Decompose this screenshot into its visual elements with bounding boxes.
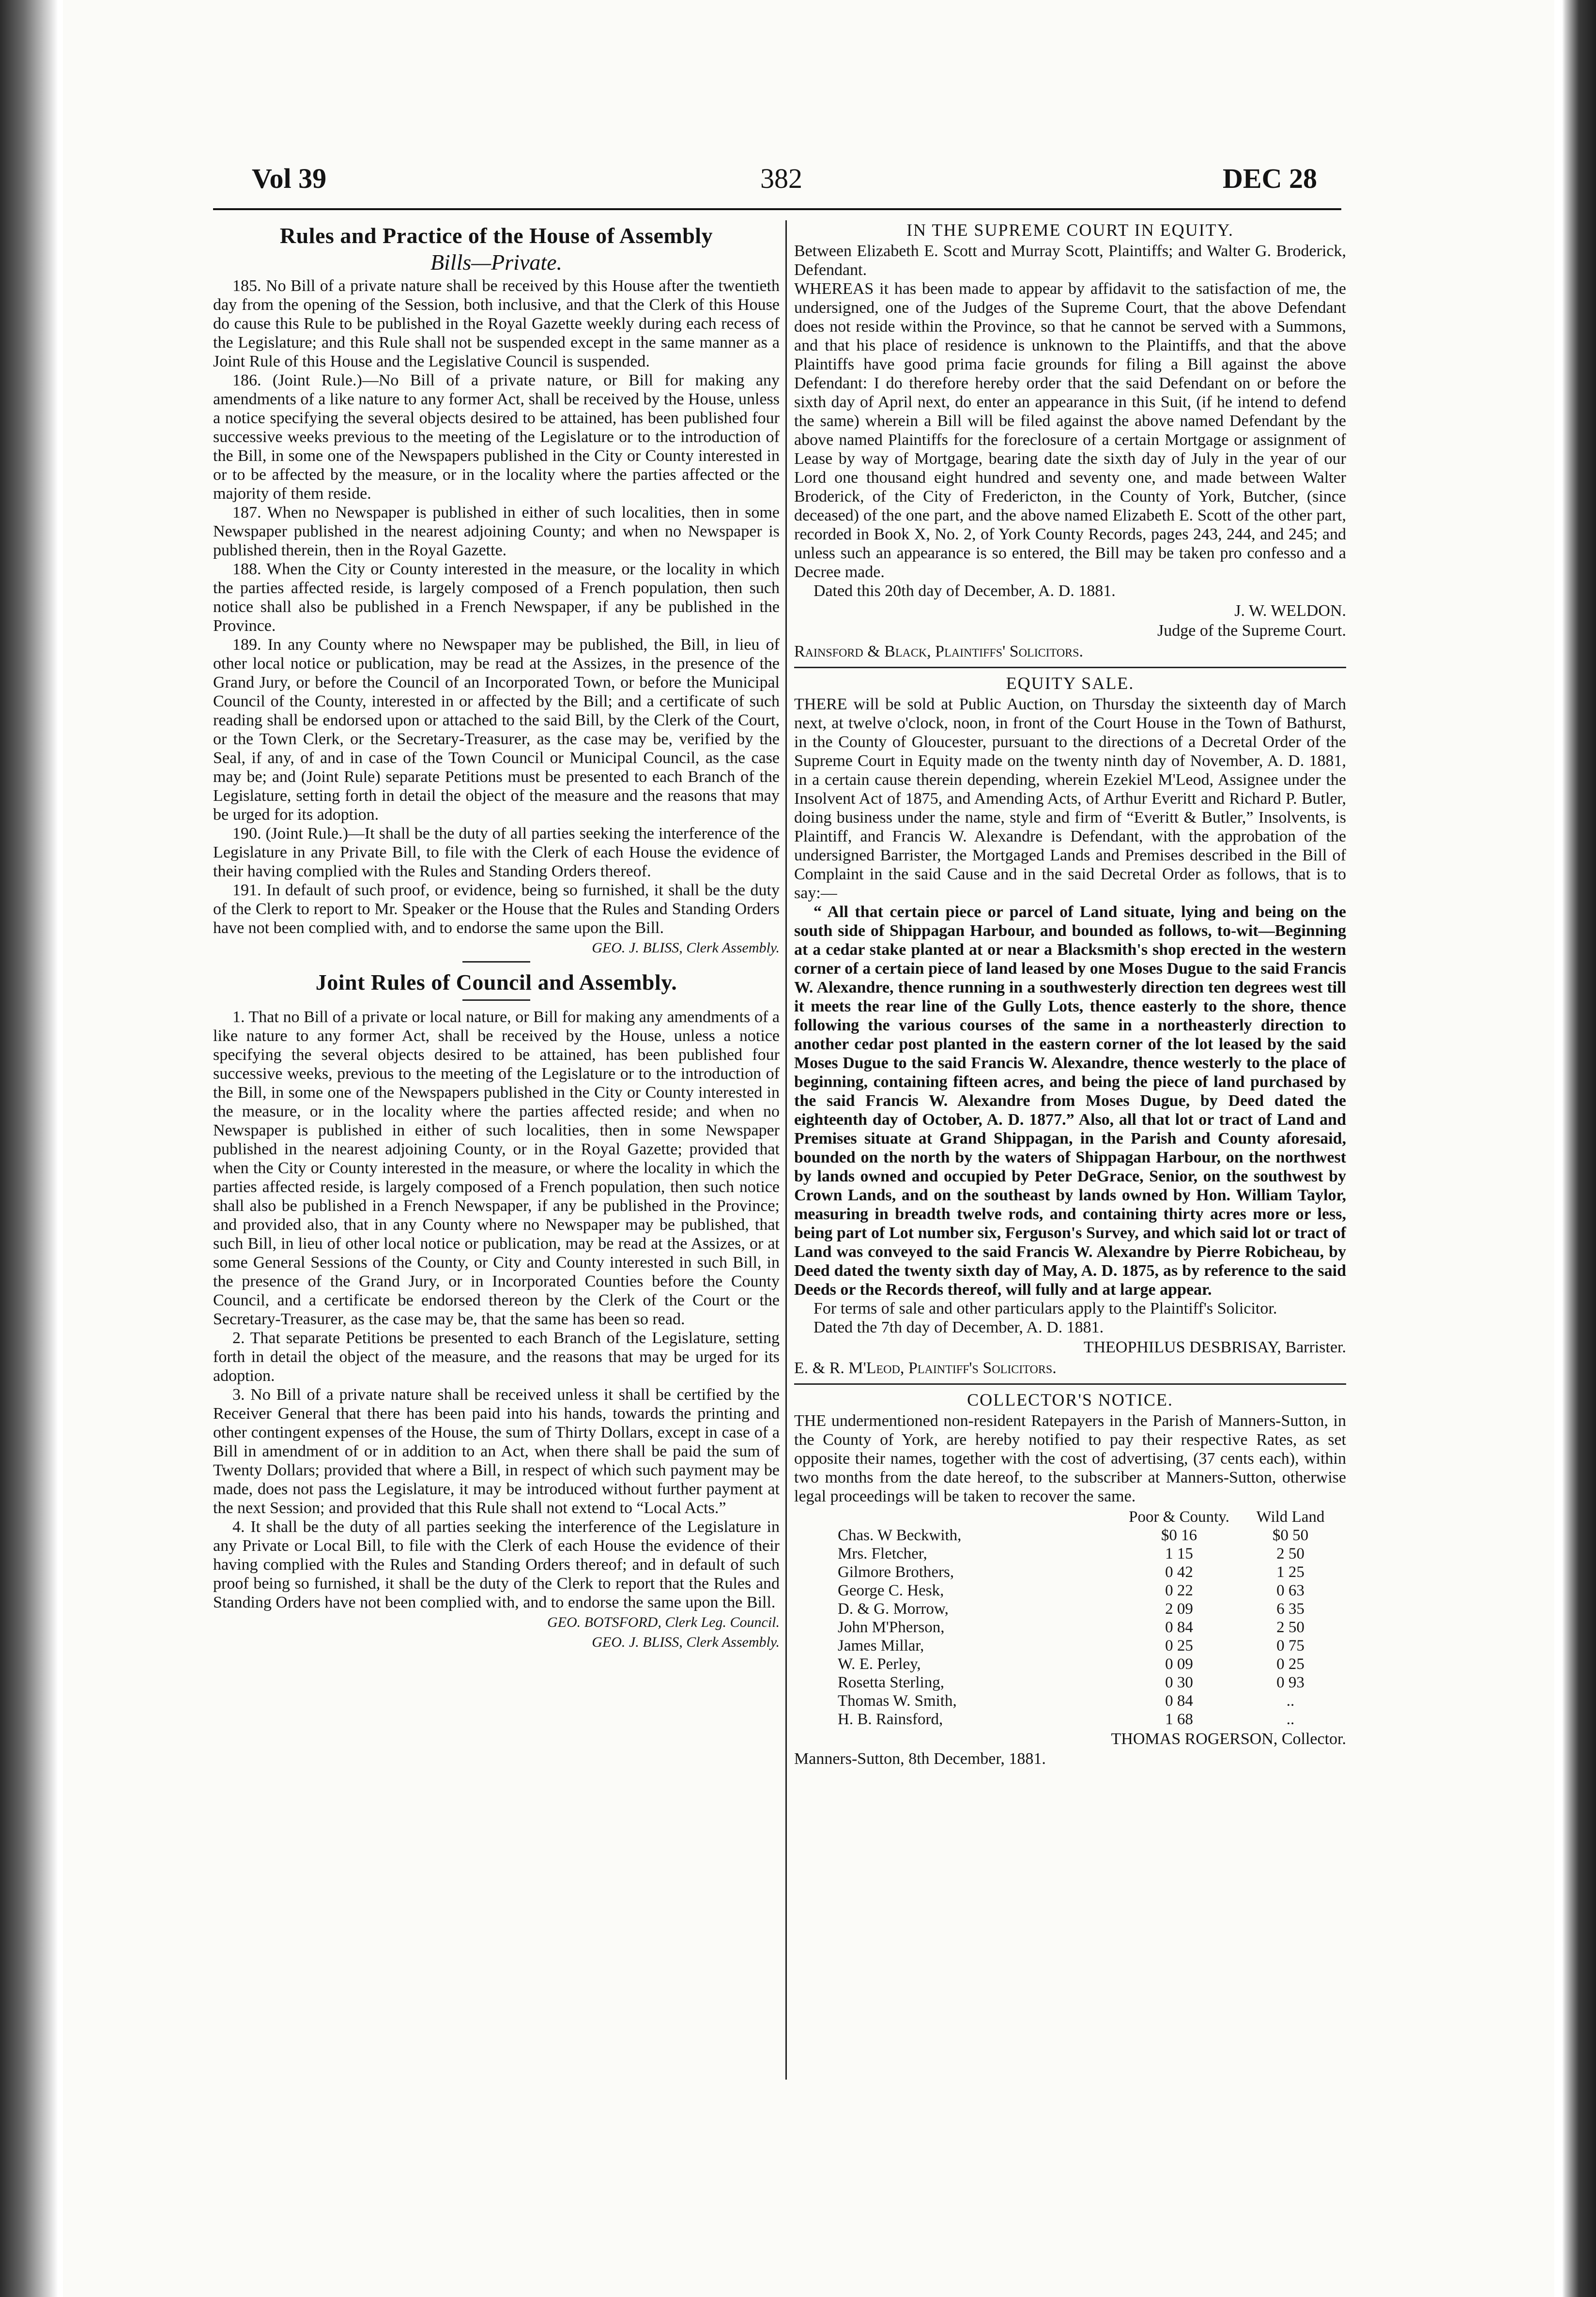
poor-county-rate: 0 09 bbox=[1165, 1655, 1193, 1673]
ratepayer-name: Rosetta Sterling, bbox=[838, 1674, 944, 1691]
table-row bbox=[794, 1692, 1346, 1710]
ratepayer-name: James Millar, bbox=[838, 1637, 924, 1654]
issue-date: DEC 28 bbox=[1223, 163, 1317, 194]
wild-land-rate: 0 25 bbox=[1276, 1655, 1304, 1673]
wild-land-rate: 6 35 bbox=[1276, 1600, 1304, 1618]
rule-191: 191. In default of such proof, or evidence, being so furnished, it shall be the duty of the Clerk to report to Mr. Speaker or the House that the Rules and Standing Orders have not been complied with, and to endorse the same upon the Bill. bbox=[213, 881, 780, 937]
ratepayer-name: John M'Pherson, bbox=[838, 1619, 945, 1636]
rule-189: 189. In any County where no Newspaper may be published, the Bill, in lieu of other local notice or publication, may be read at the Assizes, in the presence of the Grand Jury, or before the Council of an Incorporated Town, or before the Municipal Council of the County, interested in or affected by the Bill; and a certificate of such reading shall be endorsed upon or attached to the said Bill, by the Clerk of the Court, or the Town Clerk, or the Secretary-Treasurer, as the case may be, verified by the Seal, if any, of and in case of the Town Council or Municipal Council, as the case may be; and (Joint Rule) separate Petitions must be presented to each Branch of the Legislature, setting forth in detail the object of the measure and the reasons that may be urged for its adoption. bbox=[213, 636, 780, 824]
table-row bbox=[794, 1637, 1346, 1655]
joint-rule-1: 1. That no Bill of a private or local nature, or Bill for making any amendments of a like nature to any former Act, shall be received by the House, unless a notice specifying the several objects desired to be attained, has been published four successive weeks, previous to the meeting of the Legislature or to the introduction of the Bill, in some one of the Newspapers published in the City or County interested in the measure, or in the locality where the parties affected reside; and when no Newspaper is published in either of such localities, then in some Newspaper published in the nearest adjoining County, or in the Royal Gazette; provided that when the City or County interested in the measure, or where the locality in which the parties affected reside, is largely composed of a French population, then such notice shall also be published in a French Newspaper, if any be published in the Province; and provided also, that in any County where no Newspaper may be published, that such Bill, in lieu of other local notice or publication, may be read at the Assizes, or at some General Sessions of the County, or City and County interested in such Bill, in the presence of the Grand Jury, or in Incorporated Counties before the County Council, and a certificate be endorsed thereon by the Clerk of the Court or the Secretary-Treasurer, as the case may be, that the same has been so read. bbox=[213, 1008, 780, 1328]
section-divider bbox=[462, 961, 530, 963]
court-solicitors: Rainsford & Black, Plaintiffs' Solicitors. bbox=[794, 643, 1084, 660]
rule-186: 186. (Joint Rule.)—No Bill of a private nature, or Bill for making any amendments of a like nature to any former Act, shall be received by the House, unless a notice specifying the several objects desired to be attained, has been published four successive weeks previous to the meeting of the Legislature or to the introduction of the Bill, in some one of the Newspapers published in the City or County interested in or to be affected by the measure, or in the locality where the parties affected or the majority of them reside. bbox=[213, 371, 780, 503]
joint-rule-3: 3. No Bill of a private nature shall be received unless it shall be certified by the Receiver General that there has been paid into his hands, towards the printing and other contingent expenses of the House, the sum of Thirty Dollars, except in case of a Bill in amendment of or in addition to an Act, when there shall be paid the sum of Twenty Dollars; provided that where a Bill, in respect of which such payment may be made, does not pass the Legislature, it may be introduced without further payment at the next Session; and provided that this Rule shall not extend to “Local Acts.” bbox=[213, 1386, 780, 1517]
table-row bbox=[794, 1526, 1346, 1545]
equity-dated: Dated the 7th day of December, A. D. 1881. bbox=[813, 1318, 1104, 1336]
table-row bbox=[794, 1618, 1346, 1637]
scan-edge-left bbox=[0, 0, 58, 2297]
wild-land-rate: 0 63 bbox=[1276, 1582, 1304, 1599]
title-underline bbox=[462, 999, 530, 1001]
court-order-body: WHEREAS it has been made to appear by affidavit to the satisfaction of me, the undersigned, one of the Judges of the Supreme Court, that the above Defendant does not reside within the Province, so that he cannot be served with a Summons, and that his place of residence is unknown to the Plaintiffs, and that the above Plaintiffs have good prima facie grounds for filing a Bill against the above Defendant: I do therefore hereby order that the said Defendant on or before the sixth day of April next, do enter an appearance in this Suit, (if he intend to defend the same) wherein a Bill will be filed against the above named Defendant by the above named Plaintiffs for the foreclosure of a certain Mortgage or assignment of Lease by way of Mortgage, bearing date the sixth day of July in the year of our Lord one thousand eight hundred and seventy one, and made between Walter Broderick, of the City of Fredericton, in the County of York, Butcher, (since deceased) of the one part, and the above named Elizabeth E. Scott of the other part, recorded in Book X, No. 2, of York County Records, pages 243, 244, and 245; and unless such an appearance is so entered, the Bill may be taken pro confesso and a Decree made. bbox=[794, 280, 1346, 581]
poor-county-rate: 0 84 bbox=[1165, 1692, 1193, 1710]
table-row bbox=[794, 1581, 1346, 1600]
court-parties: Between Elizabeth E. Scott and Murray Scott, Plaintiffs; and Walter G. Broderick, Defendant. bbox=[794, 242, 1346, 279]
equity-solicitors: E. & R. M'Leod, Plaintiff's Solicitors. bbox=[794, 1359, 1057, 1377]
barrister-signature: THEOPHILUS DESBRISAY, Barrister. bbox=[1083, 1338, 1346, 1356]
rule-187: 187. When no Newspaper is published in either of such localities, then in some Newspaper published in the nearest adjoining County; and when no Newspaper is published therein, then in the Royal Gazette. bbox=[213, 504, 780, 559]
wild-land-rate: 2 50 bbox=[1276, 1619, 1304, 1636]
section-subtitle-bills-private: Bills—Private. bbox=[430, 250, 563, 275]
section-title-joint-rules: Joint Rules of Council and Assembly. bbox=[315, 970, 677, 995]
signature-clerk-council: GEO. BOTSFORD, Clerk Leg. Council. bbox=[547, 1614, 780, 1630]
section-title-rules-practice: Rules and Practice of the House of Assembly bbox=[279, 223, 713, 248]
collectors-notice-title: COLLECTOR'S NOTICE. bbox=[967, 1390, 1173, 1409]
table-row bbox=[794, 1710, 1346, 1729]
court-dated: Dated this 20th day of December, A. D. 1881. bbox=[813, 582, 1116, 600]
rule-188: 188. When the City or County interested in the measure, or the locality in which the parties affected reside, is largely composed of a French population, then such notice shall also be published in a French Newspaper, if any be published in the Province. bbox=[213, 560, 780, 635]
table-row bbox=[794, 1563, 1346, 1581]
volume-label: Vol 39 bbox=[252, 163, 327, 194]
right-column bbox=[794, 218, 1346, 1768]
scan-edge-right bbox=[1562, 0, 1596, 2297]
ratepayer-name: Chas. W Beckwith, bbox=[838, 1527, 962, 1544]
name-column-header bbox=[794, 1508, 1123, 1526]
joint-rule-4: 4. It shall be the duty of all parties seeking the interference of the Legislature in any Private or Local Bill, to file with the Clerk of each House the evidence of their having complied with the Rules and Standing Orders thereof; and in default of such proof being so furnished, it shall be the duty of the Clerk to report that the Rules and Standing Orders have not been complied with, and to endorse the same upon the Bill. bbox=[213, 1518, 780, 1611]
equity-land-description: “ All that certain piece or parcel of Land situate, lying and being on the south side of Shippagan Harbour, and bounded as follows, to-wit—Beginning at a cedar stake planted at or near a Blacksmith's shop erected in the western corner of a certain piece of land leased by one Moses Dugue to the said Francis W. Alexandre, thence running in a southwesterly direction ten degrees west till it meets the rear line of the Gully Lots, thence easterly to the shore, thence following the various courses of the same in a northeasterly direction to another cedar post planted in the eastern corner of the lot leased by the said Moses Dugue to the said Francis W. Alexandre, thence westerly to the place of beginning, containing fifteen acres, and being the piece of land purchased by the said Francis W. Alexandre from Moses Dugue, by Deed dated the eighteenth day of October, A. D. 1877.” Also, all that lot or tract of Land and Premises situate at Grand Shippagan, in the Parish and County aforesaid, bounded on the north by the waters of Shippagan Harbour, on the northwest by lands owned and occupied by Peter DeGrace, Senior, on the southwest by Crown Lands, and on the southeast by lands owned by Hon. William Taylor, measuring in breadth twelve rods, and containing thirty acres more or less, being part of Lot number six, Ferguson's Survey, and which said lot or tract of Land was conveyed to the said Francis W. Alexandre by Pierre Robicheau, by Deed dated the twenty sixth day of May, A. D. 1875, as by reference to the said Deeds or the Records thereof, will fully and at large appear. bbox=[794, 903, 1346, 1299]
collector-place-date: Manners-Sutton, 8th December, 1881. bbox=[794, 1750, 1046, 1768]
signature-clerk-assembly: GEO. J. BLISS, Clerk Assembly. bbox=[592, 940, 780, 956]
table-row bbox=[794, 1545, 1346, 1563]
poor-county-rate: 0 25 bbox=[1165, 1637, 1193, 1654]
notice-divider bbox=[794, 667, 1346, 668]
judge-title: Judge of the Supreme Court. bbox=[1157, 622, 1346, 640]
poor-county-header: Poor & County. bbox=[1129, 1508, 1229, 1526]
equity-sale-body: THERE will be sold at Public Auction, on Thursday the sixteenth day of March next, at twelve o'clock, noon, in front of the Court House in the Town of Bathurst, in the County of Gloucester, pursuant to the directions of a Decretal Order of the Supreme Court in Equity made on the twenty ninth day of November, A. D. 1881, in a certain cause therein depending, wherein Ezekiel M'Leod, Assignee under the Insolvent Act of 1875, and Amending Acts, of Arthur Everitt and Richard P. Butler, doing business under the name, style and firm of “Everitt & Butler,” Insolvents, is Plaintiff, and Francis W. Alexandre is Defendant, with the approbation of the undersigned Barrister, the Mortgaged Lands and Premises described in the Bill of Complaint in the said Cause and in the said Decretal Order as follows, that is to say:— bbox=[794, 695, 1346, 902]
poor-county-rate: 0 84 bbox=[1165, 1619, 1193, 1636]
wild-land-rate: $0 50 bbox=[1272, 1527, 1309, 1544]
wild-land-rate: 0 93 bbox=[1276, 1674, 1304, 1691]
poor-county-rate: 2 09 bbox=[1165, 1600, 1193, 1618]
court-notice-title: IN THE SUPREME COURT IN EQUITY. bbox=[906, 220, 1234, 240]
rule-185: 185. No Bill of a private nature shall be received by this House after the twentieth day from the opening of the Session, both inclusive, and that the Clerk of this House do cause this Rule to be published in the Royal Gazette weekly during each recess of the Legislature; and this Rule shall not be suspended except in the same manner as a Joint Rule of this House and the Legislative Council is suspended. bbox=[213, 277, 780, 370]
left-column bbox=[213, 218, 780, 1653]
wild-land-rate: .. bbox=[1286, 1692, 1295, 1710]
poor-county-rate: 0 30 bbox=[1165, 1674, 1193, 1691]
signature-clerk-assembly-2: GEO. J. BLISS, Clerk Assembly. bbox=[592, 1634, 780, 1650]
ratepayer-name: H. B. Rainsford, bbox=[838, 1711, 943, 1728]
joint-rule-2: 2. That separate Petitions be presented to each Branch of the Legislature, setting forth in detail the object of the measure, and the reasons that may be urged for its adoption. bbox=[213, 1329, 780, 1385]
poor-county-rate: 0 42 bbox=[1165, 1563, 1193, 1581]
judge-name: J. W. WELDON. bbox=[1234, 602, 1346, 620]
wild-land-rate: 2 50 bbox=[1276, 1545, 1304, 1562]
page-header bbox=[252, 162, 1317, 206]
notice-divider-2 bbox=[794, 1383, 1346, 1385]
wild-land-rate: .. bbox=[1286, 1711, 1295, 1728]
ratepayer-name: Mrs. Fletcher, bbox=[838, 1545, 927, 1562]
ratepayers-table bbox=[794, 1508, 1346, 1729]
equity-terms: For terms of sale and other particulars apply to the Plaintiff's Solicitor. bbox=[813, 1300, 1277, 1317]
page-number: 382 bbox=[760, 163, 802, 194]
ratepayer-name: Gilmore Brothers, bbox=[838, 1563, 954, 1581]
table-header-row bbox=[794, 1508, 1346, 1526]
poor-county-rate: 1 15 bbox=[1165, 1545, 1193, 1562]
table-row bbox=[794, 1673, 1346, 1692]
wild-land-rate: 0 75 bbox=[1276, 1637, 1304, 1654]
table-row bbox=[794, 1600, 1346, 1618]
rule-190: 190. (Joint Rule.)—It shall be the duty of all parties seeking the interference of the Legislature in any Private Bill, to file with the Clerk of each House the evidence of their having complied with the Rules and Standing Orders thereof. bbox=[213, 825, 780, 880]
poor-county-rate: $0 16 bbox=[1161, 1527, 1197, 1544]
equity-sale-title: EQUITY SALE. bbox=[1006, 674, 1135, 693]
poor-county-rate: 1 68 bbox=[1165, 1711, 1193, 1728]
collector-signature: THOMAS ROGERSON, Collector. bbox=[1111, 1730, 1346, 1748]
header-rule bbox=[213, 208, 1341, 210]
collectors-notice-body: THE undermentioned non-resident Ratepayers in the Parish of Manners-Sutton, in the County of York, are hereby notified to pay their respective Rates, as set opposite their names, together with the cost of advertising, (37 cents each), within two months from the date hereof, to the subscriber at Manners-Sutton, otherwise legal proceedings will be taken to recover the same. bbox=[794, 1412, 1346, 1505]
ratepayer-name: W. E. Perley, bbox=[838, 1655, 921, 1673]
wild-land-header: Wild Land bbox=[1256, 1508, 1325, 1526]
wild-land-rate: 1 25 bbox=[1276, 1563, 1304, 1581]
column-divider bbox=[785, 220, 787, 2080]
ratepayer-name: D. & G. Morrow, bbox=[838, 1600, 949, 1618]
ratepayer-name: Thomas W. Smith, bbox=[838, 1692, 957, 1710]
poor-county-rate: 0 22 bbox=[1165, 1582, 1193, 1599]
ratepayer-name: George C. Hesk, bbox=[838, 1582, 944, 1599]
table-row bbox=[794, 1655, 1346, 1673]
